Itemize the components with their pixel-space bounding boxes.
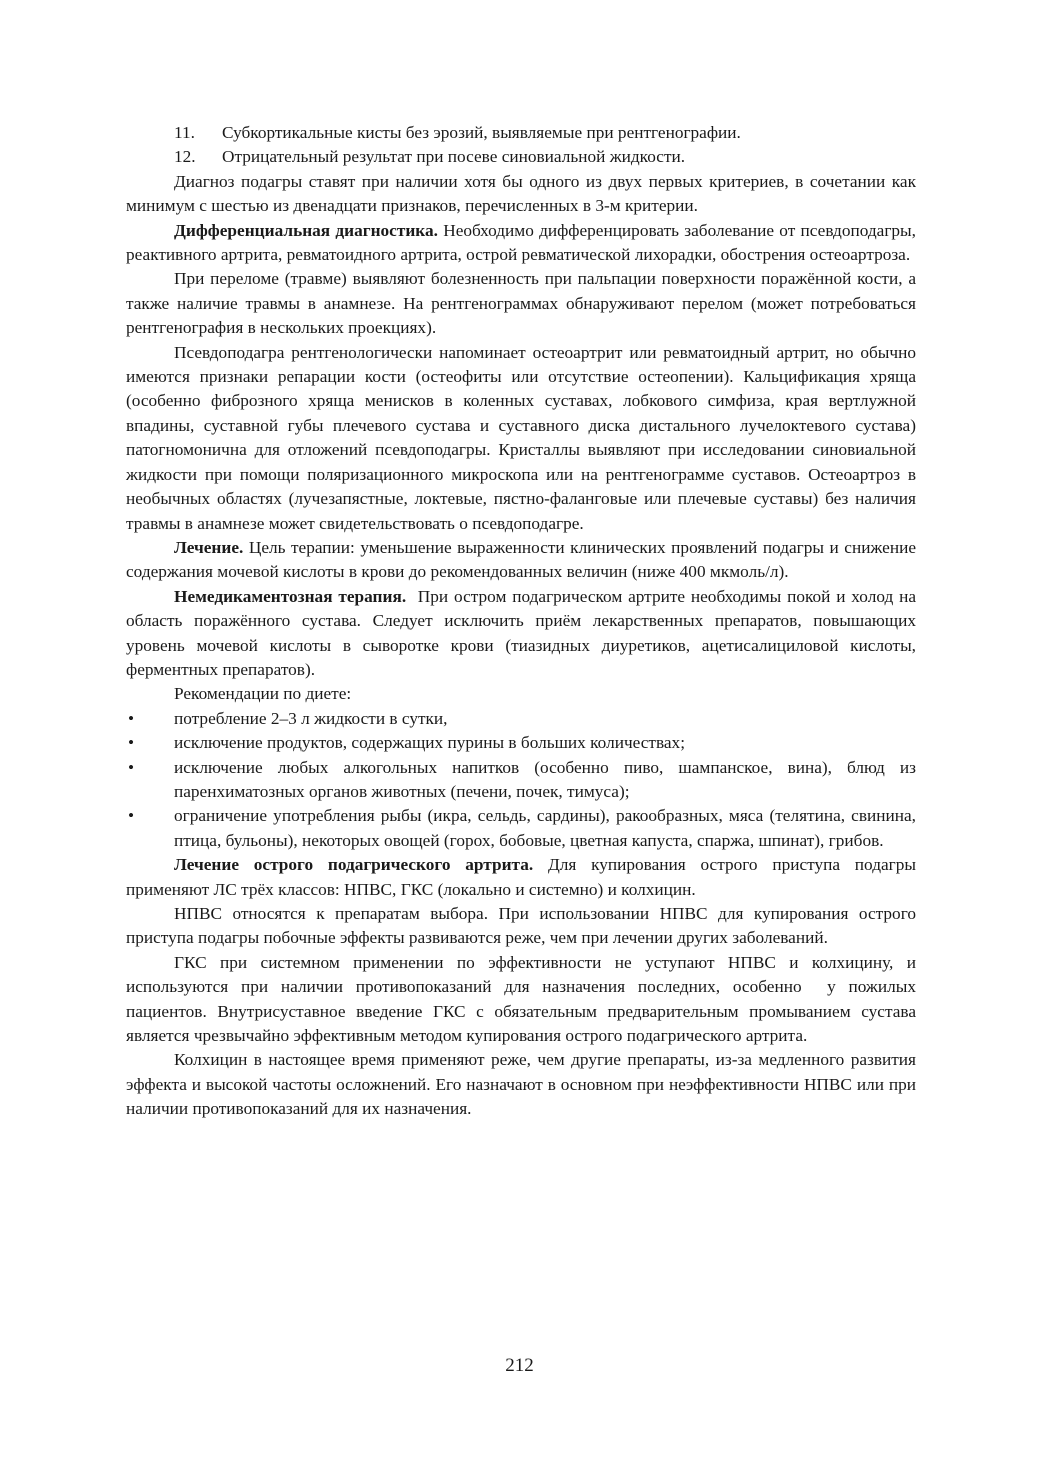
paragraph-pseudogout: Псевдоподагра рентгенологически напоминает остеоартрит или ревматоидный артрит, но обычно имеются признаки репарации кости (остеофиты или отсутствие остеопении). Кальцификация хряща (особенно фиброзного хряща менисков в коленных суставах, лобкового симфиза, края вертлужной впадины, суставной губы плечевого сустава и суставного диска дистального лучелоктевого сустава) патогномонична для отложений псевдоподагры. Кристаллы выявляют при исследовании синовиальной жидкости при помощи поляризационного микроскопа или на рентгенограмме суставов. Остеоартроз в необычных областях (лучезапястные, локтевые, пястно-фаланговые или плечевые суставы) без наличия травмы в анамнезе может свидетельствовать о псевдоподагре. (126, 342, 916, 533)
bullet-icon: • (127, 708, 135, 728)
page-body (126, 121, 921, 1122)
paragraph-acute (126, 853, 916, 902)
page-number: 212 (505, 1355, 534, 1376)
diet-list-item: • потребление 2–3 л жидкости в сутки, (126, 707, 916, 731)
criterion-item-11 (126, 121, 916, 145)
bullet-icon: • (127, 757, 135, 777)
bullet-icon: • (127, 806, 135, 826)
paragraph-nsaid: НПВС относятся к препаратам выбора. При использовании НПВС для купирования острого приступа подагры побочные эффекты развиваются реже, чем при лечении других заболеваний. (126, 904, 916, 948)
diet-list-item: • исключение продуктов, содержащих пурины в больших количествах; (126, 731, 916, 755)
criterion-number: 12. (174, 147, 196, 167)
criterion-text: Отрицательный результат при посеве синовиальной жидкости. (222, 147, 686, 167)
paragraph-text: Для купирования острого приступа подагры применяют ЛС трёх классов: НПВС, ГКС (локально и системно) и колхицин. (126, 855, 916, 899)
paragraph-text: При остром подагрическом артрите необходимы покой и холод на область поражённого сустава. Следует исключить приём лекарственных препаратов, повышающих уровень мочевой кислоты в сыворотке крови (тиазидных диуретиков, ацетисалициловой кислоты, ферментных препаратов). (126, 586, 921, 679)
section-heading-nondrug: Немедикаментозная терапия. (174, 586, 407, 606)
diet-list (126, 707, 916, 853)
paragraph-colchicine: Колхицин в настоящее время применяют реже, чем другие препараты, из-за медленного развития эффекта и высокой частоты осложнений. Его назначают в основном при неэффективности НПВС или при наличии противопоказаний для их назначения. (126, 1050, 916, 1119)
criterion-text: Субкортикальные кисты без эрозий, выявляемые при рентгенографии. (222, 123, 741, 142)
bullet-icon: • (127, 733, 135, 753)
diet-intro: Рекомендации по диете: (174, 684, 352, 704)
criterion-item-12 (126, 145, 916, 169)
paragraph-treatment (126, 536, 916, 585)
paragraph-differential (126, 219, 916, 268)
section-heading-differential: Дифференциальная диагностика. (174, 220, 438, 240)
paragraph-nondrug (126, 585, 921, 683)
paragraph-gcs: ГКС при системном применении по эффективности не уступают НПВС и колхицину, и используются при наличии противопоказаний для назначения последних, особенно у пожилых пациентов. Внутрисуставное введение ГКС с обязательным предварительным промыванием сустава является чрезвычайно эффективным методом купирования острого подагрического артрита. (126, 952, 921, 1046)
section-heading-treatment: Лечение. (174, 537, 244, 557)
paragraph-text: Необходимо дифференцировать заболевание от псевдоподагры, реактивного артрита, ревматоидного артрита, острой ревматической лихорадки, обострения остеоартроза. (126, 220, 916, 265)
paragraph-fracture: При переломе (травме) выявляют болезненность при пальпации поверхности поражённой кости, а также наличие травмы в анамнезе. На рентгенограммах обнаруживают перелом (может потребоваться рентгенография в нескольких проекциях). (126, 269, 916, 338)
diet-list-item: • исключение любых алкогольных напитков (особенно пиво, шампанское, вина), блюд из паренхиматозных органов животных (печени, почек, тимуса); (127, 757, 916, 801)
paragraph-diagnosis: Диагноз подагры ставят при наличии хотя бы одного из двух первых критериев, в сочетании как минимум с шестью из двенадцати признаков, перечисленных в 3-м критерии. (126, 171, 916, 216)
paragraph-text: Цель терапии: уменьшение выраженности клинических проявлений подагры и снижение содержания мочевой кислоты в крови до рекомендованных величин (ниже 400 мкмоль/л). (126, 537, 916, 582)
section-heading-acute: Лечение острого подагрического артрита. (174, 855, 534, 875)
criterion-number: 11. (174, 123, 195, 142)
diet-list-item: • ограничение употребления рыбы (икра, сельдь, сардины), ракообразных, мяса (телятина, свинина, птица, бульоны), некоторых овощей (горох, бобовые, цветная капуста, спаржа, шпинат), грибов. (127, 806, 916, 850)
